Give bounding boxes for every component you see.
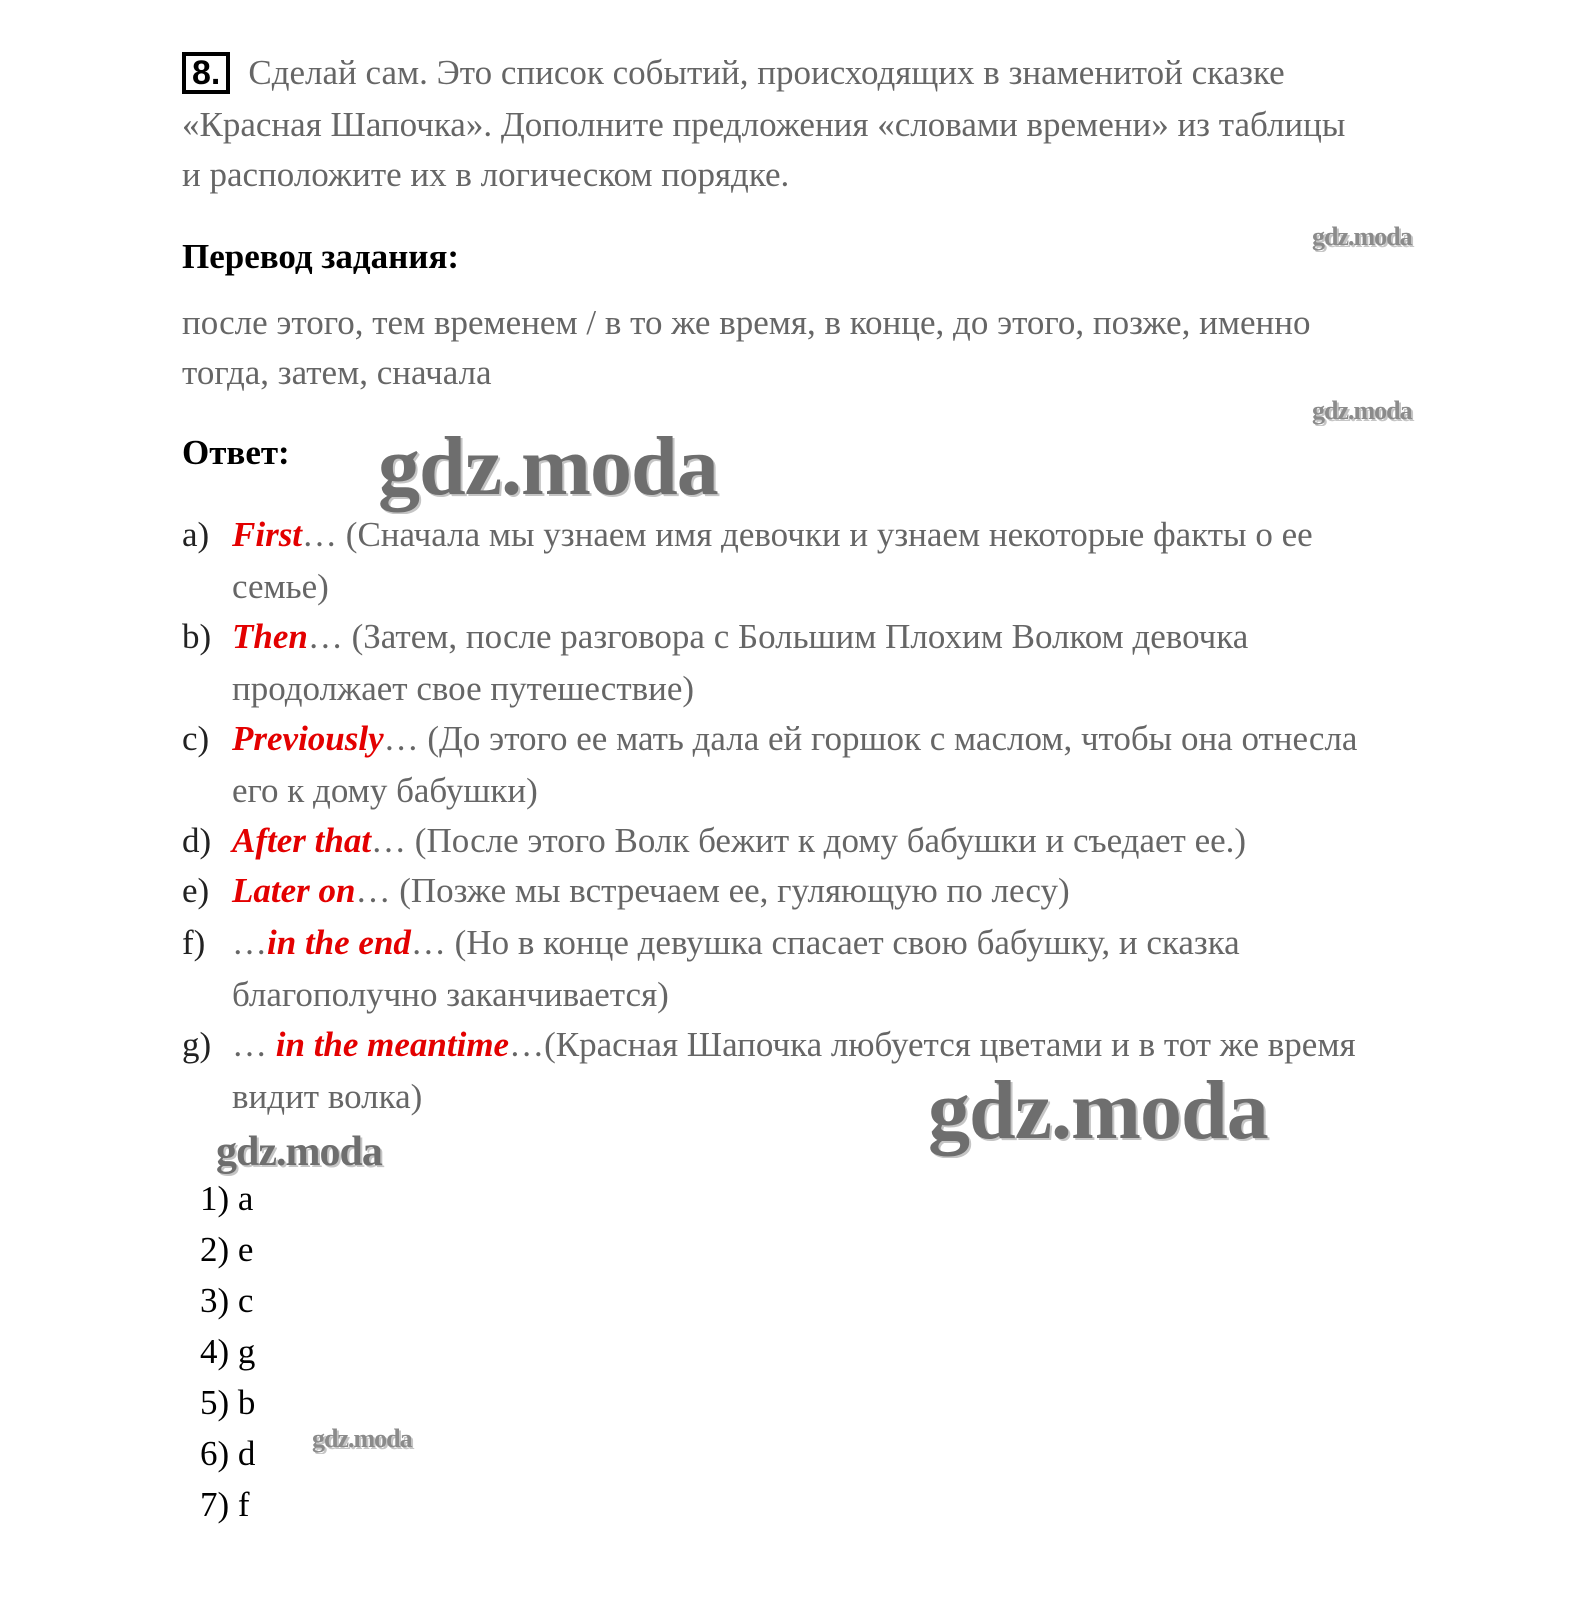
item-text: … (Сначала мы узнаем имя девочки и узнаем некоторые факты о ее [302,515,1313,554]
translation-line-2: тогда, затем, сначала [182,353,492,392]
item-label: c) [182,719,210,758]
task-line-1 [182,48,1285,98]
watermark: gdz.moda [928,1064,1268,1157]
answer-item-continuation: благополучно заканчивается) [232,975,669,1014]
time-word: in the end [267,923,411,962]
watermark: gdz.moda [312,1424,412,1453]
time-word: in the meantime [275,1025,510,1064]
item-text: … (Но в конце девушка спасает свою бабушку, и сказка [410,923,1240,962]
order-item: 2) e [200,1230,254,1269]
task-line-2: «Красная Шапочка». Дополните предложения «словами времени» из таблицы [182,105,1346,144]
answer-item-continuation: его к дому бабушки) [232,771,538,810]
time-word: Then [232,617,308,656]
translation-heading: Перевод задания: [182,237,460,276]
time-word: First [232,515,303,554]
answer-item [182,714,1357,764]
order-item: 5) b [200,1383,256,1422]
answer-item [182,510,1313,560]
watermark: gdz.moda [1312,396,1412,425]
item-label: g) [182,1025,212,1064]
answer-item [182,918,1240,968]
item-label: b) [182,617,212,656]
time-word: Later on [232,871,356,910]
item-prefix: … [232,1025,276,1064]
item-label: f) [182,923,206,962]
order-item: 6) d [200,1434,256,1473]
item-text: … (До этого ее мать дала ей горшок с маслом, чтобы она отнесла [383,719,1358,758]
item-text: … (Затем, после разговора с Большим Плохим Волком девочка [307,617,1249,656]
translation-line-1: после этого, тем временем / в то же время, в конце, до этого, позже, именно [182,303,1311,342]
time-word: Previously [232,719,384,758]
answer-item [182,612,1248,662]
task-number: 8. [182,52,230,94]
item-label: a) [182,515,210,554]
item-text: …(Красная Шапочка любуется цветами и в тот же время [509,1025,1356,1064]
time-word: After that [232,821,372,860]
item-text: … (После этого Волк бежит к дому бабушки и съедает ее.) [371,821,1247,860]
watermark: gdz.moda [378,420,718,513]
order-item: 1) a [200,1179,254,1218]
order-item: 7) f [200,1485,250,1524]
item-text: … (Позже мы встречаем ее, гуляющую по лесу) [355,871,1070,910]
answer-item [182,866,1070,916]
answer-item-continuation: продолжает свое путешествие) [232,669,695,708]
order-item: 3) c [200,1281,254,1320]
item-label: e) [182,871,210,910]
answer-item [182,816,1246,866]
item-label: d) [182,821,212,860]
watermark: gdz.moda [1312,222,1412,251]
watermark: gdz.moda [216,1129,382,1175]
item-prefix: … [232,923,267,962]
answer-item-continuation: семье) [232,567,329,606]
task-text: Сделай сам. Это список событий, происходящих в знаменитой сказке [248,53,1285,92]
answer-heading: Ответ: [182,433,290,472]
answer-item-continuation: видит волка) [232,1077,423,1116]
task-line-3: и расположите их в логическом порядке. [182,155,790,194]
order-item: 4) g [200,1332,256,1371]
